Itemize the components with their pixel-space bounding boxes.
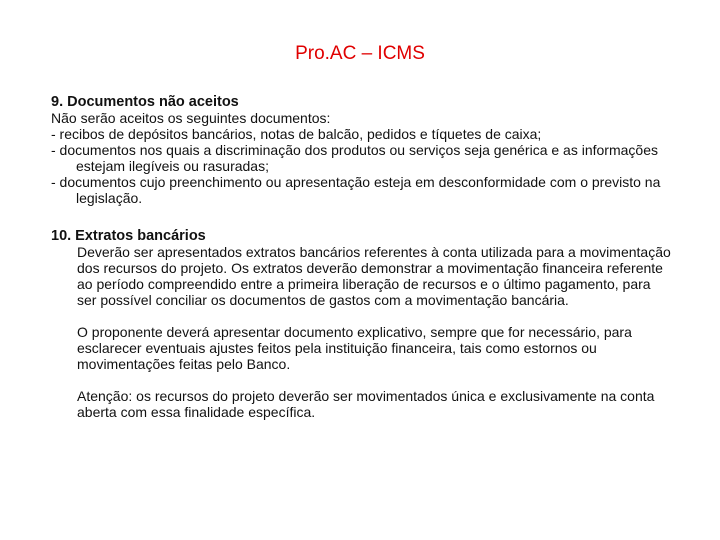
section-9-intro: Não serão aceitos os seguintes documentos: [51, 110, 331, 126]
list-item: - documentos nos quais a discriminação dos produtos ou serviços seja genérica e as informações estejam ilegíveis ou rasuradas; [51, 142, 658, 174]
slide-content [51, 94, 671, 420]
slide-title: Pro.AC – ICMS [295, 43, 425, 64]
list-item: - recibos de depósitos bancários, notas de balcão, pedidos e tíquetes de caixa; [51, 126, 542, 142]
paragraph: O proponente deverá apresentar documento explicativo, sempre que for necessário, para esclarecer eventuais ajustes feitos pela instituição financeira, tais como estornos ou movimentações feitas pelo Banco. [77, 324, 632, 372]
paragraph: Deverão ser apresentados extratos bancários referentes à conta utilizada para a movimentação dos recursos do projeto. Os extratos deverão demonstrar a movimentação financeira referente ao período compreendido entre a primeira liberação de recursos e o último pagamento, para ser possível conciliar os documentos de gastos com a movimentação bancária. [77, 244, 671, 308]
section-9-heading: 9. Documentos não aceitos [51, 94, 239, 110]
paragraph: Atenção: os recursos do projeto deverão ser movimentados única e exclusivamente na conta aberta com essa finalidade específica. [77, 388, 655, 420]
list-item: - documentos cujo preenchimento ou apresentação esteja em desconformidade com o previsto na legislação. [51, 174, 661, 206]
section-10-heading: 10. Extratos bancários [51, 228, 206, 244]
